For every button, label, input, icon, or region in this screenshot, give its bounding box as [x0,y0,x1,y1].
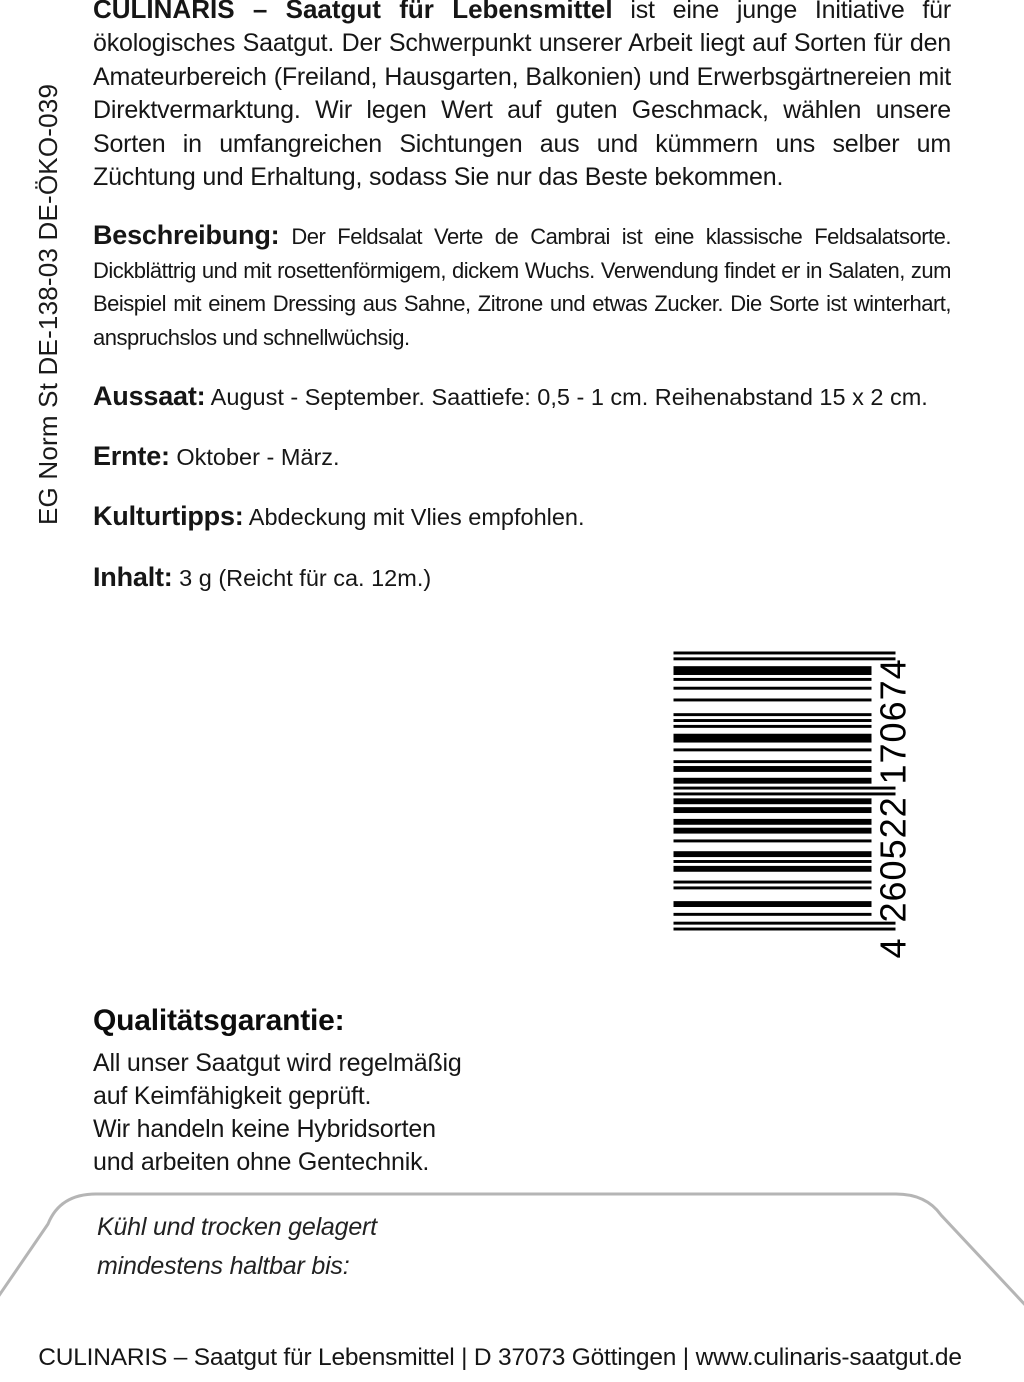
sowing-text: August - September. Saattiefe: 0,5 - 1 cm. Reihenabstand 15 x 2 cm. [205,384,928,410]
ean13-barcode [673,651,913,956]
eu-norm-side-label [18,85,78,525]
barcode-bars [673,651,895,930]
footer-address-line: CULINARIS – Saatgut für Lebensmittel | D 37073 Göttingen | www.culinaris-saatgut.de [38,1344,962,1371]
quality-line: Wir handeln keine Hybridsorten [93,1115,436,1143]
sowing-line [93,381,973,412]
barcode-digit-first: 4 [872,937,913,958]
description-label: Beschreibung: [93,220,280,250]
description-paragraph [93,219,951,354]
brand-lead-text: CULINARIS – Saatgut für Lebensmittel [93,0,613,24]
harvest-line [93,441,973,472]
storage-note-line: mindestens haltbar bis: [97,1252,350,1280]
harvest-label: Ernte: [93,441,170,471]
intro-body-text: ist eine junge Initiative für ökologisches Saatgut. Der Schwerpunkt unserer Arbeit liegt auf Sorten für den Amateurbereich (Freiland, Hausgarten, Balkonien) und Erwerbsgärtnereien mit Direktvermarktung. Wir legen Wert auf guten Geschmack, wählen unsere Sorten in umfangreichen Sichtungen aus und kümmern uns selber um Züchtung und Erhaltung, sodass Sie nur das Beste bekommen. [93,0,951,192]
content-weight-label: Inhalt: [93,562,173,592]
storage-note-line: Kühl und trocken gelagert [97,1213,377,1241]
storage-note [97,1208,377,1286]
barcode-digits-left: 260522 [872,795,913,922]
description-text: Der Feldsalat Verte de Cambrai ist eine klassische Feldsalatsorte. Dickblättrig und mit rosettenförmigem, dickem Wuchs. Verwendung findet er in Salaten, zum Beispiel mit einem Dressing aus Sahne, Zitrone und etwas Zucker. Die Sorte ist winterhart, anspruchslos und schnellwüchsig. [93,224,951,350]
sowing-label: Aussaat: [93,381,206,411]
quality-line: und arbeiten ohne Gentechnik. [93,1148,430,1176]
quality-line: auf Keimfähigkeit geprüft. [93,1082,372,1110]
quality-line: All unser Saatgut wird regelmäßig [93,1049,462,1077]
culture-tips-text: Abdeckung mit Vlies empfohlen. [243,504,585,530]
culture-tips-line [93,501,973,532]
barcode-digits-right: 170674 [872,657,913,784]
intro-paragraph [93,0,951,194]
content-weight-text: 3 g (Reicht für ca. 12m.) [172,565,432,591]
eu-norm-side-label-text: EG Norm St DE-138-03 DE-ÖKO-039 [33,83,63,525]
harvest-text: Oktober - März. [169,444,340,470]
quality-guarantee-heading: Qualitätsgarantie: [93,1004,345,1037]
ean13-barcode-upright [673,651,913,958]
quality-guarantee-section [93,1004,693,1179]
culture-tips-label: Kulturtipps: [93,501,244,531]
content-weight-line [93,562,973,593]
